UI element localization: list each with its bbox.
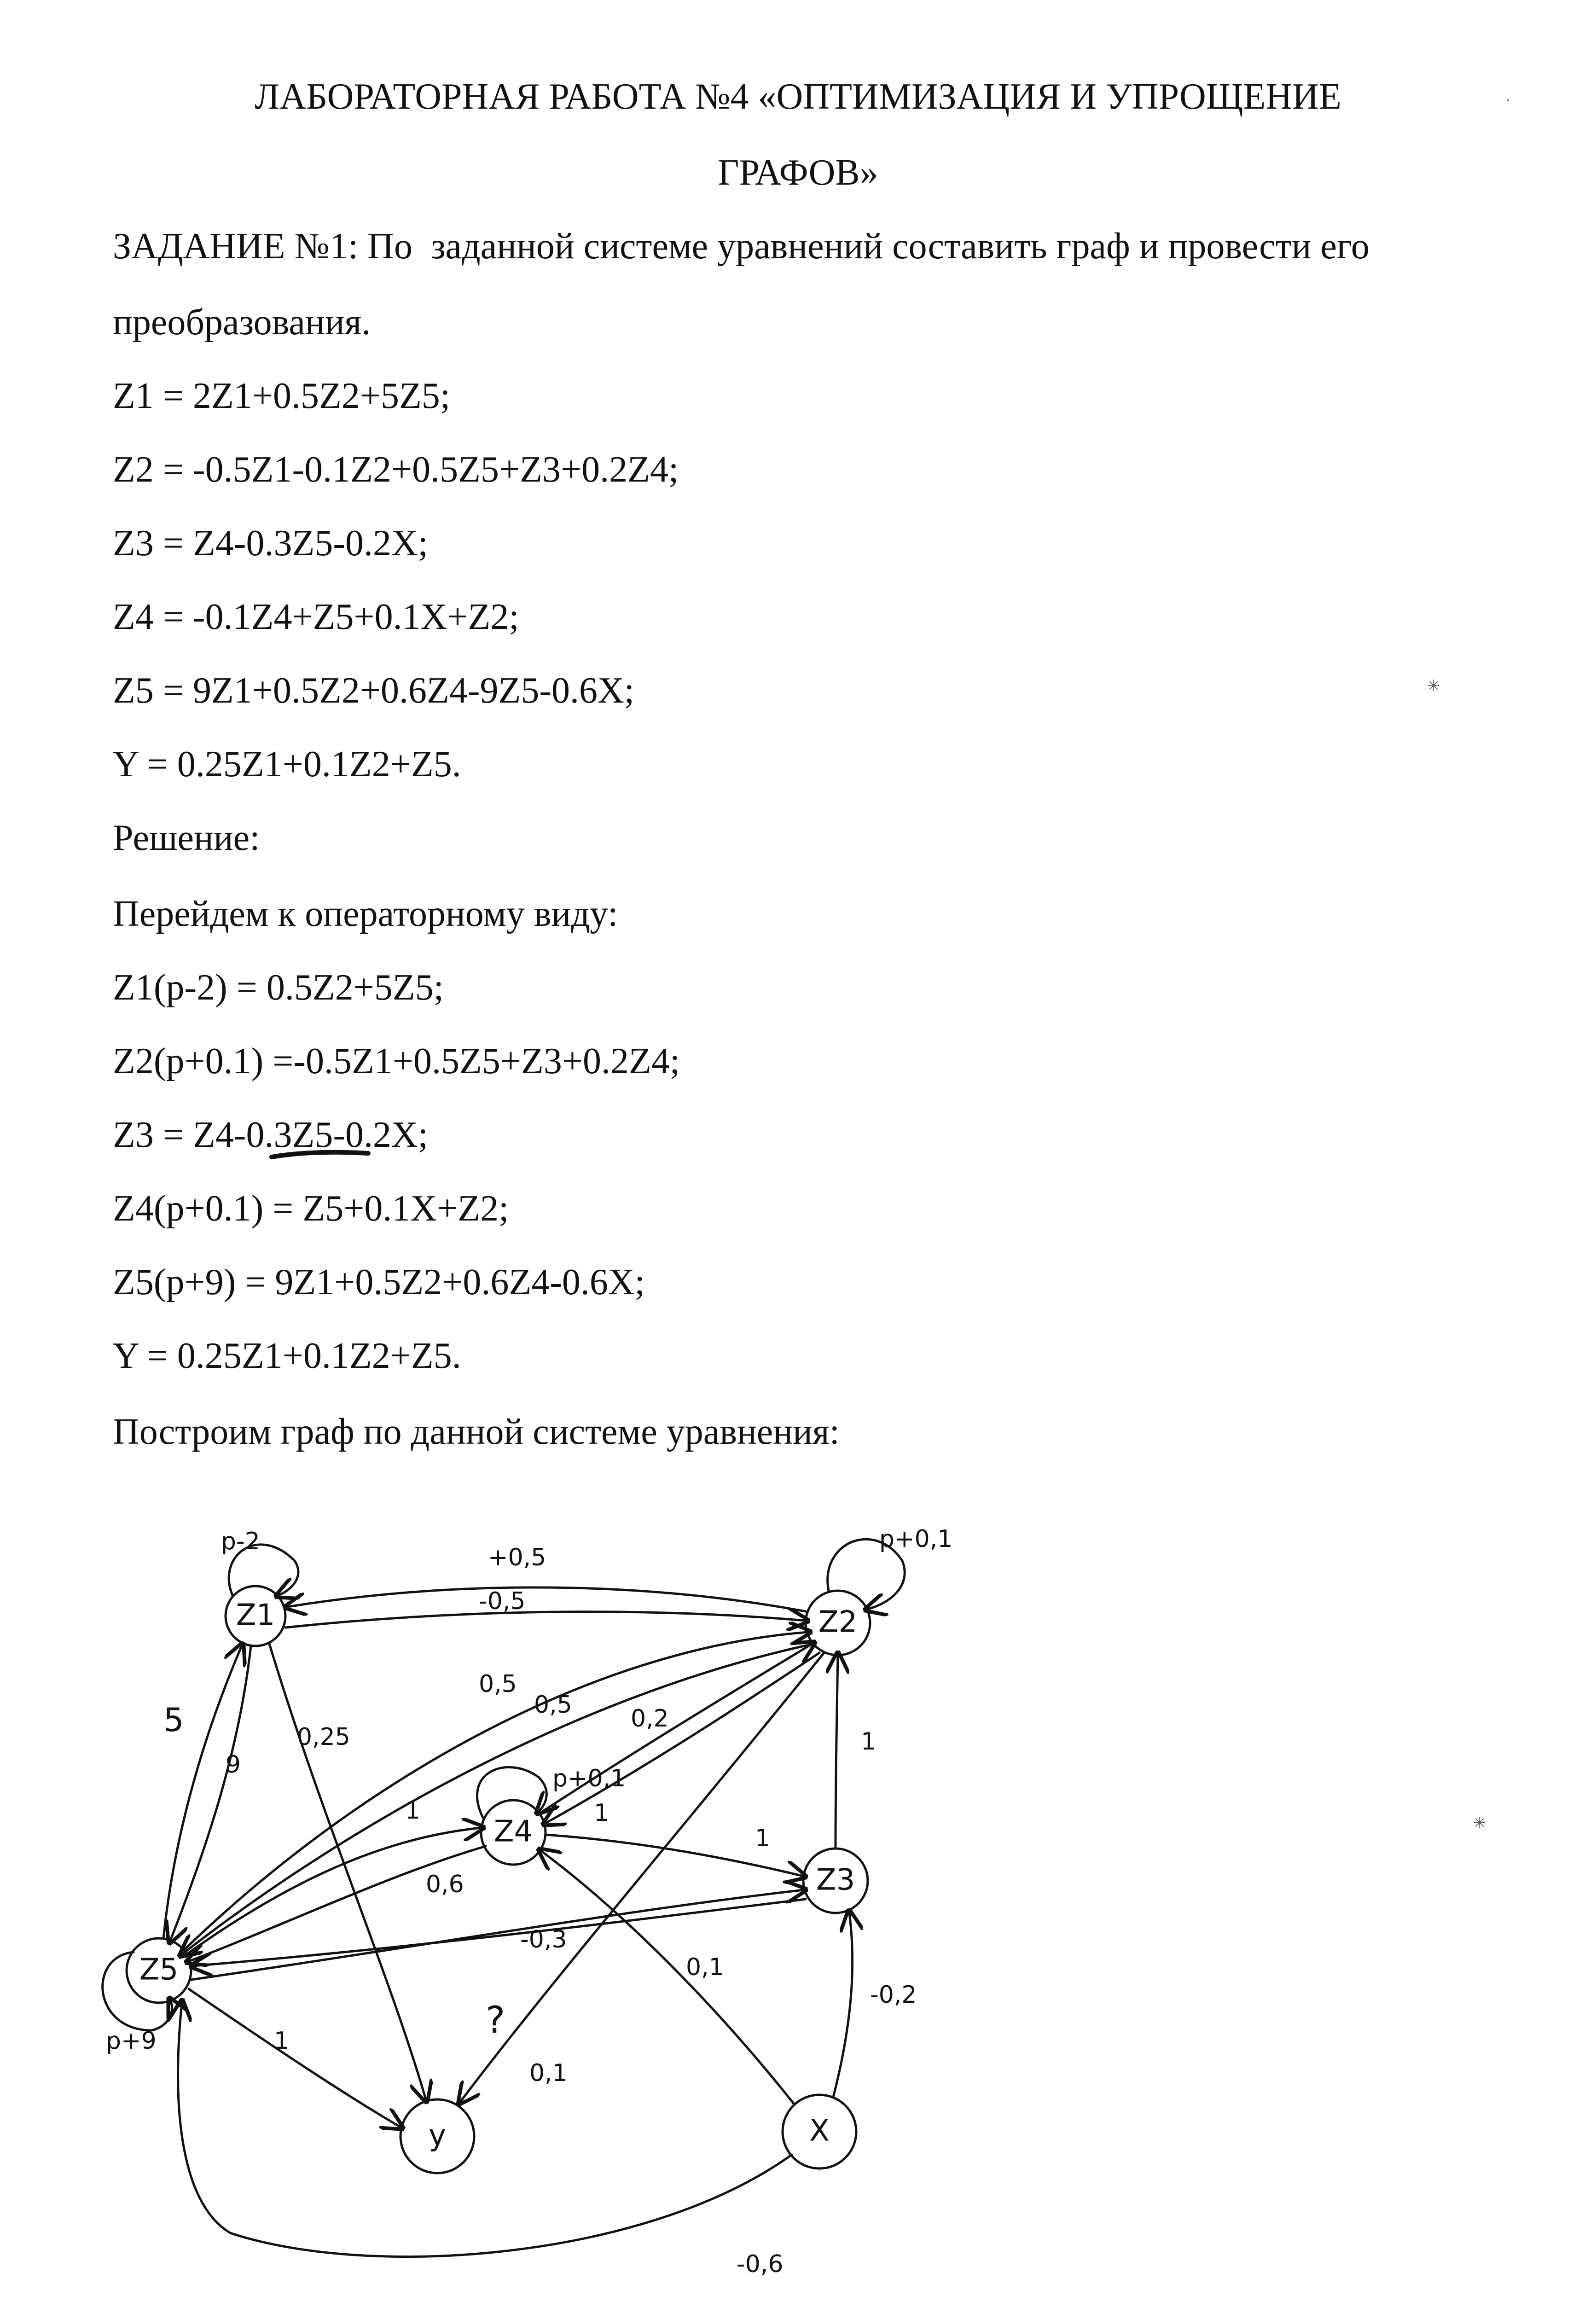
task-line-1: ЗАДАНИЕ №1: По заданной системе уравнений составить граф и провести его: [113, 226, 1370, 267]
node-x-label: X: [809, 2114, 830, 2148]
node-z3-label: Z3: [816, 1863, 855, 1897]
edge-x-z5: [178, 2003, 792, 2256]
node-z2-label: Z2: [818, 1605, 858, 1639]
equation-z2: Z2 = -0.5Z1-0.1Z2+0.5Z5+Z3+0.2Z4;: [113, 449, 679, 490]
loop-z2-label: p+0,1: [879, 1525, 953, 1553]
edge-z1-y: [269, 1644, 426, 2099]
label-question: ?: [486, 1999, 505, 2041]
operator-equation-z2: Z2(p+0.1) =-0.5Z1+0.5Z5+Z3+0.2Z4;: [113, 1041, 680, 1081]
label-z2-y: 0,1: [529, 2059, 568, 2087]
edge-z2-z4: [546, 1653, 819, 1823]
signal-flow-graph: [0, 1450, 1596, 2302]
label-z4-z5: 0,6: [426, 1871, 464, 1898]
title-line-2: ГРАФОВ»: [718, 152, 878, 193]
node-z5-label: Z5: [139, 1953, 179, 1987]
label-z5-y: 1: [274, 2027, 290, 2055]
equation-z5: Z5 = 9Z1+0.5Z2+0.6Z4-9Z5-0.6X;: [113, 670, 634, 711]
operator-equation-z4: Z4(p+0.1) = Z5+0.1X+Z2;: [113, 1188, 509, 1229]
label-z4-z2: 0,2: [631, 1705, 669, 1732]
label-z1-z5: 9: [226, 1751, 241, 1779]
equation-y: Y = 0.25Z1+0.1Z2+Z5.: [113, 744, 461, 785]
equation-z3: Z3 = Z4-0.3Z5-0.2X;: [113, 523, 428, 564]
label-x-z4: 0,1: [686, 1953, 724, 1981]
task-line-2: преобразования.: [113, 302, 371, 343]
edge-z5-y: [189, 1989, 400, 2127]
scan-speck: ·: [1505, 92, 1511, 109]
operator-equation-z1: Z1(p-2) = 0.5Z2+5Z5;: [113, 967, 444, 1008]
equation-z1: Z1 = 2Z1+0.5Z2+5Z5;: [113, 376, 451, 416]
label-z2-z5: 0,5: [534, 1691, 572, 1719]
operator-equation-z3: Z3 = Z4-0.3Z5-0.2X;: [113, 1115, 428, 1155]
edge-x-z3: [833, 1913, 853, 2097]
label-x-z3: -0,2: [870, 1981, 917, 2009]
label-z3-z2: 1: [861, 1728, 876, 1756]
scan-speck: ✳: [1473, 1815, 1486, 1832]
label-z4-z3: 1: [755, 1825, 771, 1852]
label-z5-z1: 5: [163, 1701, 184, 1739]
solution-label: Решение:: [113, 818, 260, 858]
label-z5-z4: 1: [405, 1797, 421, 1825]
equation-z4: Z4 = -0.1Z4+Z5+0.1X+Z2;: [113, 597, 519, 637]
label-z5-z2: 0,5: [479, 1670, 517, 1698]
edge-z3-z2: [836, 1655, 838, 1849]
edge-x-z4: [541, 1851, 794, 2104]
label-z1-z2: -0,5: [479, 1587, 526, 1615]
edge-z1-z5: [170, 1646, 251, 1941]
node-z4-label: Z4: [493, 1814, 533, 1849]
label-z5-z3: -0,3: [520, 1926, 567, 1953]
edge-z5-z1: [163, 1646, 242, 1938]
edge-z2-z1: [288, 1587, 806, 1611]
operator-equation-y: Y = 0.25Z1+0.1Z2+Z5.: [113, 1336, 461, 1376]
loop-z1-label: p-2: [221, 1528, 260, 1555]
graph-intro: Построим граф по данной системе уравнения:: [113, 1412, 840, 1452]
node-y-label: y: [429, 2118, 446, 2153]
loop-z4-label: p+0,1: [552, 1765, 626, 1792]
label-x-z5: -0,6: [737, 2250, 783, 2278]
loop-z5-label: p+9: [106, 2027, 157, 2055]
label-z2-z1: +0,5: [488, 1544, 546, 1571]
operator-equation-z5: Z5(p+9) = 9Z1+0.5Z2+0.6Z4-0.6X;: [113, 1262, 645, 1302]
edge-z1-z2: [285, 1612, 806, 1628]
title-line-1: ЛАБОРАТОРНАЯ РАБОТА №4 «ОПТИМИЗАЦИЯ И УПРОЩЕНИЕ: [255, 76, 1341, 117]
operator-intro: Перейдем к операторному виду:: [113, 894, 618, 934]
node-z1-label: Z1: [236, 1598, 275, 1633]
label-z2-z4: 1: [594, 1799, 609, 1827]
label-z1-y: 0,25: [297, 1723, 350, 1751]
scan-speck: ✳: [1427, 678, 1440, 695]
